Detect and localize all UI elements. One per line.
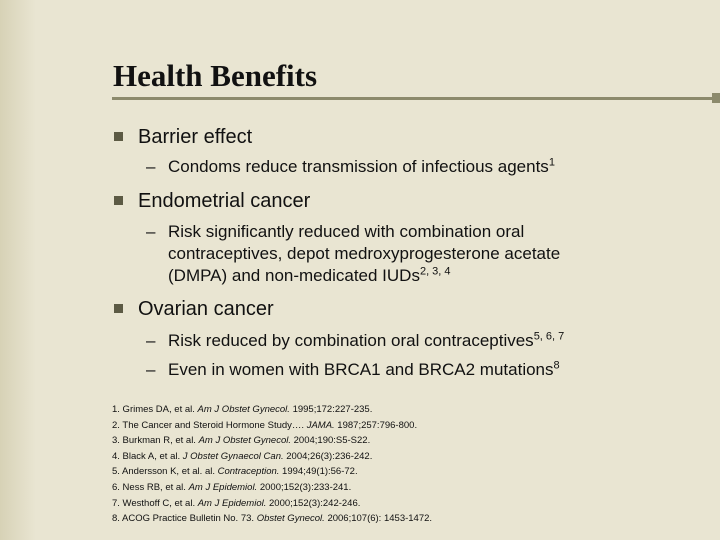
reference-item: 1. Grimes DA, et al. Am J Obstet Gynecol. 1995;172:227-235.: [112, 404, 373, 415]
journal-name: Contraception.: [217, 466, 280, 478]
citation-sup: 2, 3, 4: [419, 265, 451, 278]
bullet-square-icon: [114, 132, 123, 141]
dash-marker: –: [146, 360, 156, 379]
citation-sup: 8: [553, 359, 560, 372]
reference-item: 2. The Cancer and Steroid Hormone Study…. JAMA. 1987;257:796-800.: [112, 419, 418, 431]
citation-sup: 1: [548, 156, 555, 169]
title-divider-accent: [712, 93, 720, 103]
bullet-endometrial-cancer: [138, 190, 310, 213]
bullet-square-icon: [114, 304, 123, 313]
dash-marker: –: [146, 157, 156, 176]
sub-bullet-text: Condoms reduce transmission of infectious agents: [168, 157, 549, 176]
journal-name: Am J Epidemiol.: [188, 481, 258, 493]
journal-name: Am J Obstet Gynecol.: [198, 435, 291, 447]
sub-bullet-ovarian-risk: [146, 330, 565, 352]
sub-bullet-line: (DMPA) and non-medicated IUDs: [168, 266, 420, 285]
citation-sup: 5, 6, 7: [533, 330, 565, 343]
reference-item: 4. Black A, et al. J Obstet Gynaecol Can. 2004;26(3):236-242.: [112, 450, 373, 462]
left-decoration: [0, 0, 36, 540]
journal-name: Obstet Gynecol.: [256, 513, 325, 525]
bullet-label: Barrier effect: [138, 126, 253, 148]
reference-item: 6. Ness RB, et al. Am J Epidemiol. 2000;152(3):233-241.: [112, 481, 352, 493]
reference-item: 3. Burkman R, et al. Am J Obstet Gynecol. 2004;190:S5-S22.: [112, 435, 371, 447]
sub-bullet-line: contraceptives, depot medroxyprogesterone acetate: [168, 244, 561, 263]
references-list: [112, 402, 432, 527]
bullet-label: Endometrial cancer: [138, 190, 311, 212]
dash-marker: –: [146, 331, 156, 350]
slide-title: Health Benefits: [113, 58, 318, 93]
journal-name: Am J Obstet Gynecol.: [197, 404, 290, 415]
sub-bullet-text: Risk reduced by combination oral contraceptives: [168, 331, 534, 350]
journal-name: JAMA.: [306, 419, 335, 431]
sub-bullet-endometrial-risk: [146, 221, 561, 287]
sub-bullet-brca: [146, 359, 560, 381]
journal-name: J Obstet Gynaecol Can.: [182, 450, 284, 462]
reference-item: 7. Westhoff C, et al. Am J Epidemiol. 2000;152(3):242-246.: [112, 497, 361, 509]
reference-item: 8. ACOG Practice Bulletin No. 73. Obstet Gynecol. 2006;107(6): 1453-1472.: [112, 513, 433, 525]
bullet-square-icon: [114, 196, 123, 205]
bullet-ovarian-cancer: [138, 298, 274, 321]
title-divider: [112, 97, 720, 100]
journal-name: Am J Epidemiol.: [197, 497, 267, 509]
sub-bullet-text: Even in women with BRCA1 and BRCA2 mutations: [168, 360, 554, 379]
bullet-barrier-effect: [138, 126, 252, 149]
dash-marker: –: [146, 222, 156, 241]
sub-bullet-condoms: [146, 156, 555, 178]
sub-bullet-line: Risk significantly reduced with combination oral: [168, 222, 525, 241]
bullet-label: Ovarian cancer: [138, 298, 274, 320]
reference-item: 5. Andersson K, et al. al. Contraception. 1994;49(1):56-72.: [112, 466, 358, 478]
